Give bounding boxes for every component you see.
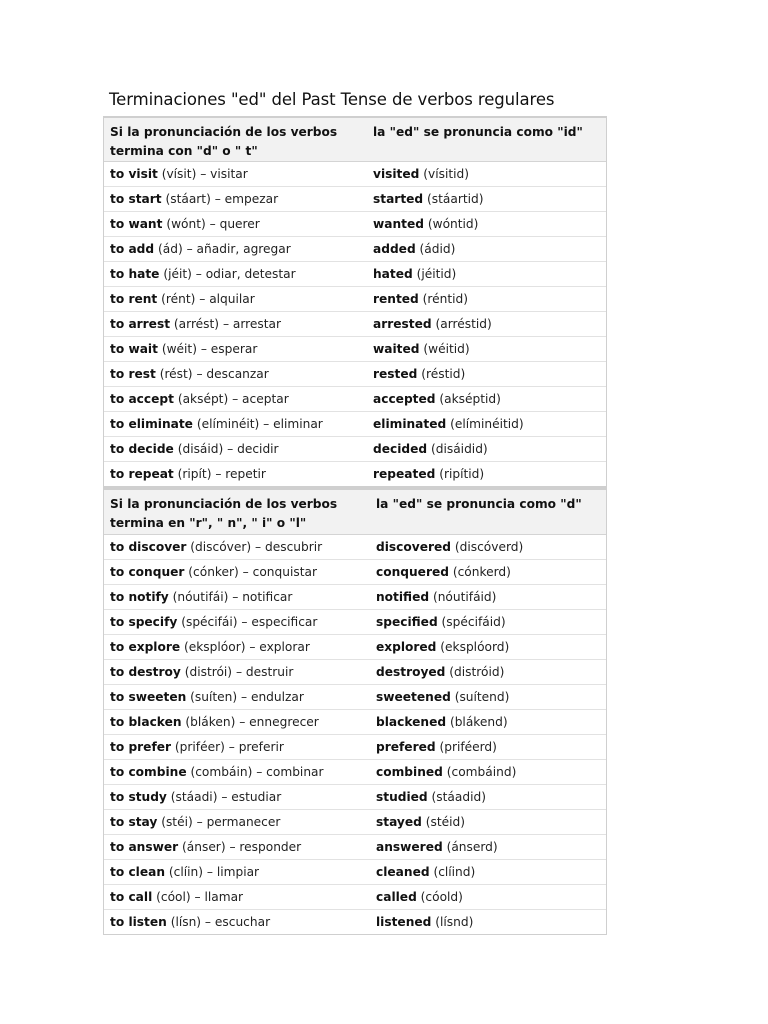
- infinitive-verb: to study: [110, 790, 167, 804]
- infinitive-translation: (ád) – añadir, agregar: [158, 242, 291, 256]
- past-tense-verb: waited: [373, 342, 420, 356]
- infinitive-verb: to add: [110, 242, 155, 256]
- past-tense-pronunciation: (ánserd): [446, 840, 498, 854]
- infinitive-verb: to specify: [110, 615, 178, 629]
- past-tense-cell: [370, 715, 606, 729]
- infinitive-translation: (suíten) – endulzar: [190, 690, 304, 704]
- infinitive-translation: (stáart) – empezar: [165, 192, 279, 206]
- past-tense-verb: cleaned: [376, 865, 430, 879]
- past-tense-cell: [370, 590, 606, 604]
- past-tense-cell: [367, 342, 606, 356]
- infinitive-verb: to clean: [110, 865, 166, 879]
- table-row: [104, 909, 606, 934]
- past-tense-verb: notified: [376, 590, 430, 604]
- past-tense-cell: [370, 665, 606, 679]
- past-tense-pronunciation: (priféerd): [439, 740, 497, 754]
- past-tense-pronunciation: (distróid): [449, 665, 505, 679]
- infinitive-translation: (vísit) – visitar: [161, 167, 248, 181]
- past-tense-cell: [367, 417, 606, 431]
- past-tense-pronunciation: (eksplóord): [440, 640, 510, 654]
- past-tense-cell: [370, 865, 606, 879]
- table-row: [104, 684, 606, 709]
- past-tense-cell: [370, 765, 606, 779]
- table-row: [104, 759, 606, 784]
- infinitive-cell: [104, 890, 370, 904]
- infinitive-translation: (distrói) – destruir: [184, 665, 294, 679]
- past-tense-pronunciation: (stéid): [425, 815, 466, 829]
- past-tense-verb: accepted: [373, 392, 436, 406]
- table-row: [104, 659, 606, 684]
- infinitive-translation: (cóol) – llamar: [156, 890, 244, 904]
- infinitive-cell: [104, 740, 370, 754]
- table-row: [104, 535, 606, 559]
- infinitive-cell: [104, 267, 367, 281]
- infinitive-cell: [104, 915, 370, 929]
- table-row: [104, 584, 606, 609]
- infinitive-verb: to listen: [110, 915, 167, 929]
- infinitive-translation: (lísn) – escuchar: [170, 915, 271, 929]
- past-tense-verb: called: [376, 890, 417, 904]
- infinitive-verb: to hate: [110, 267, 160, 281]
- past-tense-cell: [370, 890, 606, 904]
- infinitive-cell: [104, 690, 370, 704]
- past-tense-verb: prefered: [376, 740, 436, 754]
- table-row: [104, 559, 606, 584]
- past-tense-pronunciation: (combáind): [446, 765, 517, 779]
- infinitive-verb: to prefer: [110, 740, 172, 754]
- past-tense-verb: sweetened: [376, 690, 451, 704]
- infinitive-translation: (nóutifái) – notificar: [172, 590, 293, 604]
- infinitive-translation: (aksépt) – aceptar: [177, 392, 289, 406]
- past-tense-cell: [367, 217, 606, 231]
- infinitive-verb: to accept: [110, 392, 174, 406]
- infinitive-cell: [104, 342, 367, 356]
- infinitive-verb: to visit: [110, 167, 158, 181]
- infinitive-verb: to sweeten: [110, 690, 187, 704]
- table-row: [104, 336, 606, 361]
- infinitive-translation: (combáin) – combinar: [190, 765, 324, 779]
- past-tense-pronunciation: (réntid): [422, 292, 469, 306]
- past-tense-verb: rented: [373, 292, 419, 306]
- infinitive-translation: (cónker) – conquistar: [188, 565, 317, 579]
- past-tense-pronunciation: (akséptid): [439, 392, 501, 406]
- past-tense-pronunciation: (stáadid): [431, 790, 486, 804]
- past-tense-cell: [367, 292, 606, 306]
- infinitive-cell: [104, 167, 367, 181]
- past-tense-cell: [367, 467, 606, 481]
- past-tense-pronunciation: (vísitid): [423, 167, 469, 181]
- past-tense-pronunciation: (blákend): [449, 715, 508, 729]
- infinitive-cell: [104, 840, 370, 854]
- past-tense-pronunciation: (discóverd): [454, 540, 524, 554]
- infinitive-verb: to explore: [110, 640, 181, 654]
- infinitive-cell: [104, 292, 367, 306]
- table-row: [104, 834, 606, 859]
- infinitive-cell: [104, 865, 370, 879]
- header-condition: Si la pronunciación de los verbos termina en "r", " n", " i" o "l": [110, 497, 338, 530]
- past-tense-pronunciation: (nóutifáid): [432, 590, 497, 604]
- table-row: [104, 609, 606, 634]
- infinitive-verb: to decide: [110, 442, 174, 456]
- past-tense-pronunciation: (wóntid): [427, 217, 479, 231]
- table-row: [104, 734, 606, 759]
- infinitive-translation: (stéi) – permanecer: [161, 815, 281, 829]
- infinitive-cell: [104, 815, 370, 829]
- past-tense-verb: combined: [376, 765, 443, 779]
- past-tense-verb: conquered: [376, 565, 449, 579]
- table-row: [104, 634, 606, 659]
- past-tense-pronunciation: (jéitid): [416, 267, 457, 281]
- past-tense-cell: [370, 840, 606, 854]
- table-row: [104, 311, 606, 336]
- past-tense-verb: visited: [373, 167, 420, 181]
- table-r-n-i-l-endings: [103, 487, 607, 935]
- past-tense-cell: [367, 317, 606, 331]
- past-tense-verb: listened: [376, 915, 432, 929]
- infinitive-cell: [104, 417, 367, 431]
- infinitive-verb: to wait: [110, 342, 158, 356]
- page-title: Terminaciones "ed" del Past Tense de verbos regulares: [109, 90, 555, 109]
- table-row: [104, 784, 606, 809]
- header-condition: Si la pronunciación de los verbos termina con "d" o " t": [110, 125, 338, 158]
- table-body: [104, 535, 606, 934]
- past-tense-cell: [367, 242, 606, 256]
- infinitive-cell: [104, 640, 370, 654]
- past-tense-cell: [370, 640, 606, 654]
- infinitive-verb: to eliminate: [110, 417, 193, 431]
- past-tense-pronunciation: (stáartid): [427, 192, 484, 206]
- infinitive-verb: to discover: [110, 540, 187, 554]
- past-tense-pronunciation: (arréstid): [435, 317, 492, 331]
- infinitive-cell: [104, 715, 370, 729]
- infinitive-verb: to destroy: [110, 665, 181, 679]
- infinitive-translation: (priféer) – preferir: [174, 740, 284, 754]
- past-tense-pronunciation: (wéitid): [423, 342, 470, 356]
- past-tense-cell: [370, 690, 606, 704]
- infinitive-cell: [104, 790, 370, 804]
- infinitive-translation: (eksplóor) – explorar: [184, 640, 310, 654]
- past-tense-pronunciation: (disáidid): [430, 442, 488, 456]
- past-tense-cell: [367, 192, 606, 206]
- past-tense-verb: answered: [376, 840, 443, 854]
- infinitive-cell: [104, 565, 370, 579]
- past-tense-pronunciation: (cónkerd): [452, 565, 511, 579]
- infinitive-cell: [104, 442, 367, 456]
- infinitive-cell: [104, 540, 370, 554]
- past-tense-verb: arrested: [373, 317, 432, 331]
- past-tense-pronunciation: (suítend): [454, 690, 510, 704]
- infinitive-cell: [104, 467, 367, 481]
- infinitive-cell: [104, 242, 367, 256]
- table-row: [104, 809, 606, 834]
- past-tense-verb: hated: [373, 267, 413, 281]
- infinitive-translation: (ánser) – responder: [182, 840, 302, 854]
- table-row: [104, 186, 606, 211]
- past-tense-cell: [370, 815, 606, 829]
- table-row: [104, 884, 606, 909]
- infinitive-verb: to arrest: [110, 317, 171, 331]
- past-tense-verb: stayed: [376, 815, 422, 829]
- infinitive-cell: [104, 217, 367, 231]
- infinitive-verb: to start: [110, 192, 162, 206]
- infinitive-translation: (rént) – alquilar: [161, 292, 255, 306]
- header-pronunciation: la "ed" se pronuncia como "id": [373, 125, 583, 139]
- past-tense-cell: [367, 367, 606, 381]
- past-tense-pronunciation: (lísnd): [435, 915, 474, 929]
- table-d-t-endings: [103, 116, 607, 487]
- table-row: [104, 411, 606, 436]
- table-row: [104, 859, 606, 884]
- past-tense-pronunciation: (clíind): [433, 865, 476, 879]
- past-tense-cell: [367, 267, 606, 281]
- infinitive-verb: to stay: [110, 815, 158, 829]
- infinitive-translation: (jéit) – odiar, detestar: [163, 267, 296, 281]
- past-tense-pronunciation: (ripítid): [439, 467, 485, 481]
- infinitive-cell: [104, 192, 367, 206]
- infinitive-translation: (ripít) – repetir: [177, 467, 266, 481]
- infinitive-cell: [104, 590, 370, 604]
- infinitive-verb: to call: [110, 890, 153, 904]
- infinitive-translation: (arrést) – arrestar: [173, 317, 282, 331]
- table-row: [104, 236, 606, 261]
- infinitive-translation: (rést) – descanzar: [159, 367, 269, 381]
- infinitive-verb: to rest: [110, 367, 156, 381]
- table-row: [104, 709, 606, 734]
- infinitive-cell: [104, 615, 370, 629]
- past-tense-cell: [370, 565, 606, 579]
- past-tense-cell: [370, 915, 606, 929]
- past-tense-pronunciation: (spécifáid): [441, 615, 506, 629]
- past-tense-cell: [367, 392, 606, 406]
- past-tense-pronunciation: (cóold): [420, 890, 463, 904]
- infinitive-verb: to blacken: [110, 715, 182, 729]
- table-header: [104, 490, 606, 535]
- past-tense-pronunciation: (réstid): [421, 367, 466, 381]
- infinitive-verb: to combine: [110, 765, 187, 779]
- past-tense-cell: [370, 740, 606, 754]
- infinitive-verb: to notify: [110, 590, 169, 604]
- infinitive-verb: to repeat: [110, 467, 174, 481]
- table-row: [104, 211, 606, 236]
- infinitive-translation: (disáid) – decidir: [177, 442, 279, 456]
- table-row: [104, 261, 606, 286]
- infinitive-verb: to answer: [110, 840, 179, 854]
- infinitive-translation: (elíminéit) – eliminar: [196, 417, 323, 431]
- past-tense-verb: started: [373, 192, 424, 206]
- past-tense-verb: wanted: [373, 217, 424, 231]
- past-tense-cell: [370, 540, 606, 554]
- infinitive-verb: to conquer: [110, 565, 185, 579]
- infinitive-translation: (bláken) – ennegrecer: [185, 715, 319, 729]
- past-tense-cell: [370, 615, 606, 629]
- past-tense-cell: [370, 790, 606, 804]
- past-tense-verb: specified: [376, 615, 438, 629]
- infinitive-verb: to want: [110, 217, 163, 231]
- infinitive-translation: (wéit) – esperar: [161, 342, 258, 356]
- infinitive-cell: [104, 367, 367, 381]
- past-tense-verb: decided: [373, 442, 428, 456]
- past-tense-verb: added: [373, 242, 416, 256]
- past-tense-verb: repeated: [373, 467, 436, 481]
- table-row: [104, 386, 606, 411]
- table-row: [104, 361, 606, 386]
- infinitive-translation: (clíin) – limpiar: [168, 865, 260, 879]
- table-row: [104, 436, 606, 461]
- past-tense-pronunciation: (elíminéitid): [450, 417, 524, 431]
- past-tense-verb: eliminated: [373, 417, 447, 431]
- infinitive-translation: (discóver) – descubrir: [190, 540, 323, 554]
- header-pronunciation: la "ed" se pronuncia como "d": [376, 497, 582, 511]
- past-tense-cell: [367, 167, 606, 181]
- past-tense-verb: rested: [373, 367, 418, 381]
- infinitive-cell: [104, 392, 367, 406]
- past-tense-verb: studied: [376, 790, 428, 804]
- infinitive-verb: to rent: [110, 292, 158, 306]
- infinitive-translation: (stáadi) – estudiar: [170, 790, 282, 804]
- past-tense-verb: destroyed: [376, 665, 446, 679]
- past-tense-pronunciation: (ádid): [419, 242, 456, 256]
- past-tense-verb: blackened: [376, 715, 447, 729]
- past-tense-verb: discovered: [376, 540, 451, 554]
- table-row: [104, 162, 606, 186]
- infinitive-cell: [104, 665, 370, 679]
- table-body: [104, 162, 606, 486]
- table-row: [104, 461, 606, 486]
- infinitive-translation: (wónt) – querer: [166, 217, 260, 231]
- infinitive-cell: [104, 317, 367, 331]
- table-header: [104, 118, 606, 162]
- table-row: [104, 286, 606, 311]
- infinitive-cell: [104, 765, 370, 779]
- infinitive-translation: (spécifái) – especificar: [181, 615, 318, 629]
- past-tense-verb: explored: [376, 640, 437, 654]
- past-tense-cell: [367, 442, 606, 456]
